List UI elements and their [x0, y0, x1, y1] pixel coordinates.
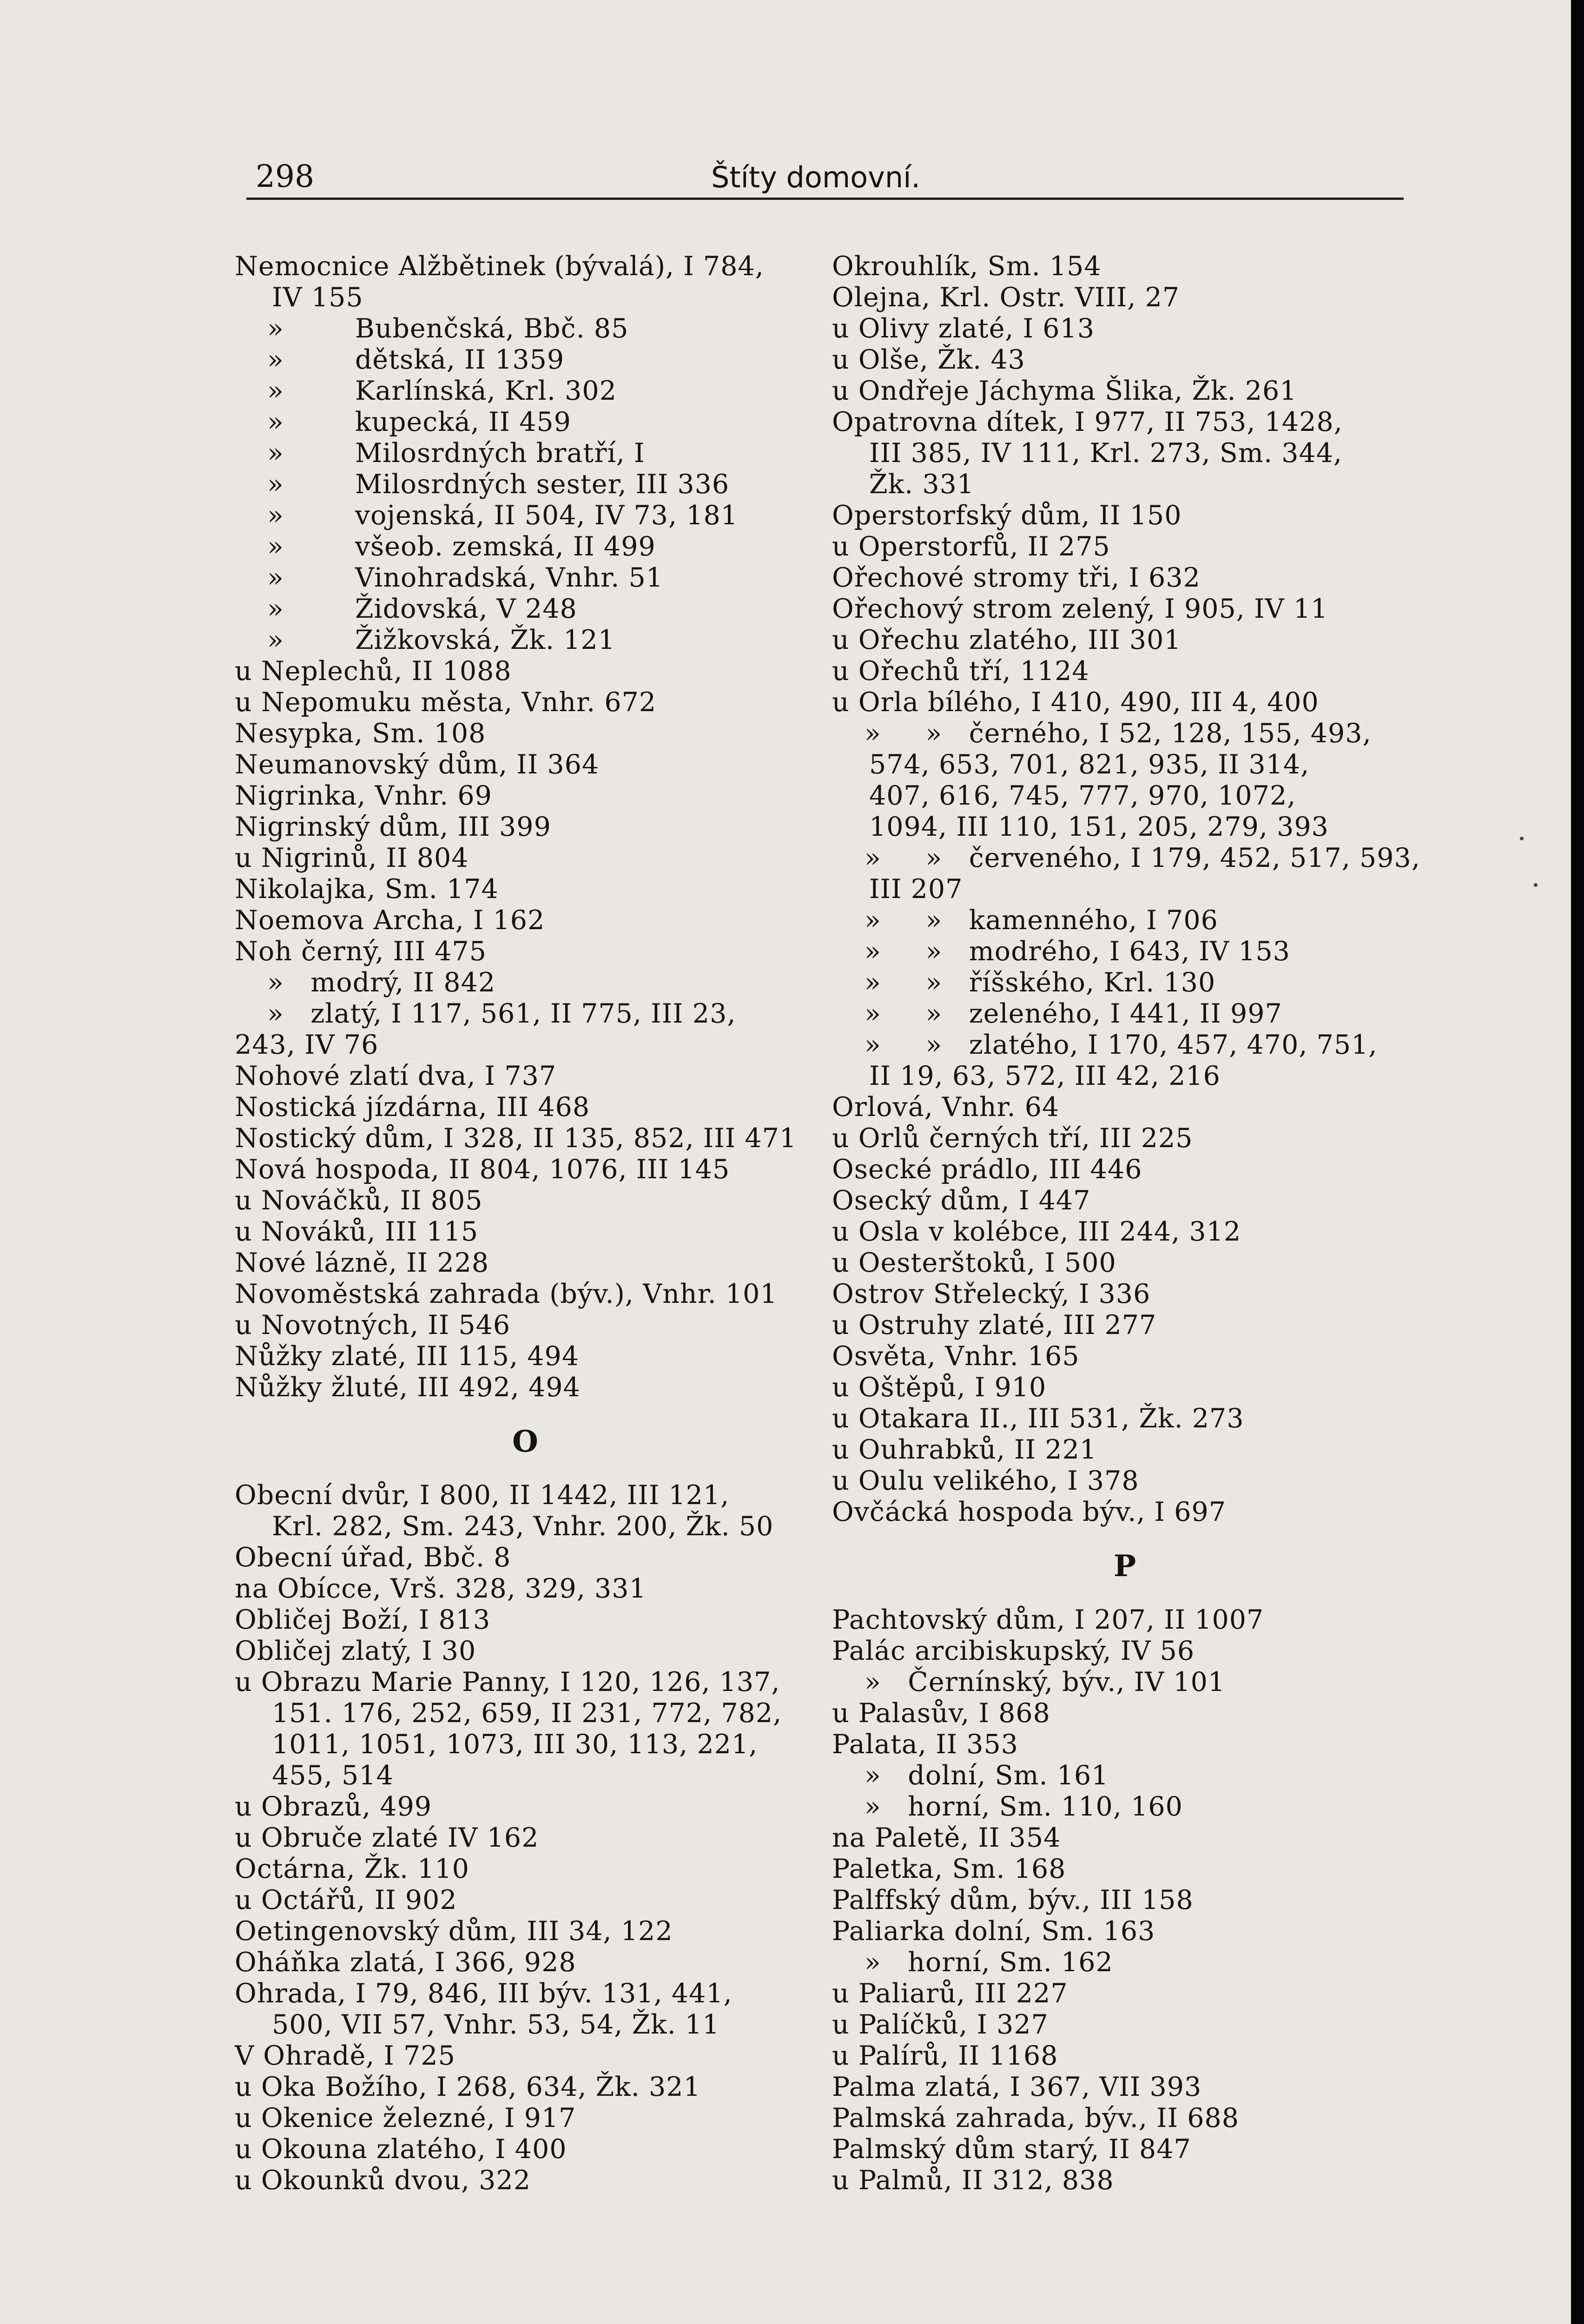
index-entry: u Okounků dvou, 322 [235, 2165, 531, 2196]
index-entry: u Ouhrabků, II 221 [832, 1434, 1097, 1465]
index-entry: u Nováků, III 115 [235, 1216, 479, 1247]
index-entry: » » říšského, Krl. 130 [865, 967, 1216, 998]
index-entry: u Operstorfů, II 275 [832, 531, 1110, 562]
index-entry: » Milosrdných bratří, I [267, 438, 645, 469]
index-entry: u Ořechů tří, 1124 [832, 656, 1089, 687]
index-entry: u Osla v kolébce, III 244, 312 [832, 1216, 1241, 1247]
index-entry: » » černého, I 52, 128, 155, 493, [865, 718, 1372, 749]
index-entry: u Nepomuku města, Vnhr. 672 [235, 687, 657, 718]
index-entry: Ořechové stromy tři, I 632 [832, 562, 1201, 593]
index-entry: Palma zlatá, I 367, VII 393 [832, 2072, 1202, 2102]
index-entry: » dětská, II 1359 [267, 344, 565, 375]
index-entry: u Obrazů, 499 [235, 1791, 432, 1822]
index-entry: Nůžky zlaté, III 115, 494 [235, 1341, 580, 1372]
index-entry: Nůžky žluté, III 492, 494 [235, 1372, 581, 1403]
index-entry: » Židovská, V 248 [267, 594, 577, 624]
print-speck [1534, 883, 1538, 887]
index-entry: u Octářů, II 902 [235, 1885, 457, 1915]
index-entry: Ostrov Střelecký, I 336 [832, 1279, 1151, 1309]
index-entry: » » modrého, I 643, IV 153 [865, 936, 1291, 967]
index-entry: » horní, Sm. 162 [865, 1947, 1113, 1978]
index-entry: » Karlínská, Krl. 302 [267, 376, 617, 406]
index-entry: Osecký dům, I 447 [832, 1185, 1091, 1216]
index-entry: Žk. 331 [869, 469, 975, 500]
running-title: Štíty domovní. [711, 160, 921, 194]
index-entry: na Obícce, Vrš. 328, 329, 331 [235, 1573, 647, 1604]
page-header [246, 146, 1404, 200]
index-entry: Olejna, Krl. Ostr. VIII, 27 [832, 282, 1180, 313]
index-entry: » zlatý, I 117, 561, II 775, III 23, [267, 998, 736, 1029]
index-entry: Novoměstská zahrada (býv.), Vnhr. 101 [235, 1279, 778, 1309]
index-entry: Paliarka dolní, Sm. 163 [832, 1916, 1155, 1947]
page-number: 298 [256, 158, 314, 194]
index-entry: » Žižkovská, Žk. 121 [267, 625, 615, 655]
index-entry: Noh černý, III 475 [235, 936, 487, 967]
index-entry: Obličej Boží, I 813 [235, 1604, 491, 1635]
index-entry: Operstorfský dům, II 150 [832, 500, 1182, 531]
index-entry: Octárna, Žk. 110 [235, 1854, 469, 1884]
index-entry: Pachtovský dům, I 207, II 1007 [832, 1604, 1264, 1635]
index-entry: Oetingenovský dům, III 34, 122 [235, 1916, 673, 1947]
index-entry: Palác arcibiskupský, IV 56 [832, 1636, 1195, 1666]
index-entry: » Vinohradská, Vnhr. 51 [267, 562, 664, 593]
section-letter-heading: O [512, 1424, 538, 1459]
index-entry: u Palírů, II 1168 [832, 2040, 1058, 2071]
index-entry: u Otakara II., III 531, Žk. 273 [832, 1403, 1244, 1434]
print-speck [1520, 837, 1524, 840]
scan-edge [1571, 0, 1584, 2324]
index-entry: » Milosrdných sester, III 336 [267, 469, 730, 500]
index-entry: u Oštěpů, I 910 [832, 1372, 1047, 1403]
index-entry: Paletka, Sm. 168 [832, 1854, 1066, 1884]
index-entry: » Bubenčská, Bbč. 85 [267, 313, 629, 344]
index-entry: » modrý, II 842 [267, 967, 496, 998]
index-entry: Neumanovský dům, II 364 [235, 749, 600, 780]
index-entry: Nesypka, Sm. 108 [235, 718, 486, 749]
index-entry: u Orlů černých tří, III 225 [832, 1123, 1193, 1154]
index-entry: 1011, 1051, 1073, III 30, 113, 221, [272, 1729, 758, 1760]
index-entry: Palata, II 353 [832, 1729, 1019, 1760]
index-entry: » » kamenného, I 706 [865, 905, 1218, 936]
index-entry: 407, 616, 745, 777, 970, 1072, [869, 780, 1296, 811]
index-entry: 500, VII 57, Vnhr. 53, 54, Žk. 11 [272, 2009, 720, 2040]
index-entry: II 19, 63, 572, III 42, 216 [869, 1061, 1221, 1091]
index-entry: u Oesterštoků, I 500 [832, 1248, 1116, 1278]
index-entry: » horní, Sm. 110, 160 [865, 1791, 1183, 1822]
index-entry: u Palasův, I 868 [832, 1698, 1050, 1729]
index-entry: Nigrinka, Vnhr. 69 [235, 780, 492, 811]
index-entry: u Olivy zlaté, I 613 [832, 313, 1095, 344]
index-entry: Okrouhlík, Sm. 154 [832, 251, 1102, 282]
left-column [235, 251, 816, 2196]
index-entry: Obličej zlatý, I 30 [235, 1636, 476, 1666]
index-entry: III 207 [869, 874, 963, 905]
index-entry: u Obruče zlaté IV 162 [235, 1822, 539, 1853]
index-entry: Nigrinský dům, III 399 [235, 812, 551, 842]
index-entry: » Černínský, býv., IV 101 [865, 1667, 1226, 1697]
index-entry: u Ondřeje Jáchyma Šlika, Žk. 261 [832, 376, 1297, 406]
index-entry: u Novotných, II 546 [235, 1310, 511, 1340]
index-entry: 455, 514 [272, 1760, 394, 1791]
index-entry: u Nováčků, II 805 [235, 1185, 483, 1216]
index-entry: u Palmů, II 312, 838 [832, 2165, 1114, 2196]
index-entry: u Ořechu zlatého, III 301 [832, 625, 1181, 655]
index-entry: » všeob. zemská, II 499 [267, 531, 656, 562]
index-entry: u Palíčků, I 327 [832, 2009, 1049, 2040]
index-entry: Nemocnice Alžbětinek (bývalá), I 784, [235, 251, 764, 282]
index-entry: » » červeného, I 179, 452, 517, 593, [865, 843, 1420, 873]
index-entry: » kupecká, II 459 [267, 407, 571, 437]
index-entry: Krl. 282, Sm. 243, Vnhr. 200, Žk. 50 [272, 1511, 774, 1542]
index-entry: u Orla bílého, I 410, 490, III 4, 400 [832, 687, 1319, 718]
index-entry: Obecní úřad, Bbč. 8 [235, 1542, 511, 1573]
index-entry: u Neplechů, II 1088 [235, 656, 512, 687]
index-entry: Nikolajka, Sm. 174 [235, 874, 499, 905]
index-entry: Ovčácká hospoda býv., I 697 [832, 1497, 1226, 1527]
index-entry: Noemova Archa, I 162 [235, 905, 545, 936]
index-entry: Opatrovna dítek, I 977, II 753, 1428, [832, 407, 1343, 437]
index-entry: Palffský dům, býv., III 158 [832, 1885, 1194, 1915]
index-entry: Osecké prádlo, III 446 [832, 1154, 1142, 1185]
index-entry: » dolní, Sm. 161 [865, 1760, 1109, 1791]
index-entry: 574, 653, 701, 821, 935, II 314, [869, 749, 1310, 780]
index-entry: Nová hospoda, II 804, 1076, III 145 [235, 1154, 730, 1185]
index-entry: Nové lázně, II 228 [235, 1248, 489, 1278]
index-entry: u Oulu velikého, I 378 [832, 1466, 1139, 1496]
index-entry: u Nigrinů, II 804 [235, 843, 469, 873]
index-entry: u Ostruhy zlaté, III 277 [832, 1310, 1157, 1340]
index-entry: Palmský dům starý, II 847 [832, 2134, 1191, 2165]
index-entry: Osvěta, Vnhr. 165 [832, 1341, 1080, 1372]
index-entry: 243, IV 76 [235, 1030, 379, 1060]
index-entry: Nostický dům, I 328, II 135, 852, III 471 [235, 1123, 797, 1154]
index-entry: u Oka Božího, I 268, 634, Žk. 321 [235, 2072, 701, 2102]
index-entry: Nohové zlatí dva, I 737 [235, 1061, 557, 1091]
index-entry: Obecní dvůr, I 800, II 1442, III 121, [235, 1480, 730, 1511]
index-entry: u Obrazu Marie Panny, I 120, 126, 137, [235, 1667, 780, 1697]
index-entry: Oháňka zlatá, I 366, 928 [235, 1947, 576, 1978]
index-entry: 1094, III 110, 151, 205, 279, 393 [869, 812, 1329, 842]
index-entry: » vojenská, II 504, IV 73, 181 [267, 500, 739, 531]
index-entry: Ohrada, I 79, 846, III býv. 131, 441, [235, 1978, 733, 2009]
index-entry: Nostická jízdárna, III 468 [235, 1092, 590, 1122]
index-entry: V Ohradě, I 725 [235, 2040, 455, 2071]
index-entry: 151. 176, 252, 659, II 231, 772, 782, [272, 1698, 782, 1729]
index-entry: u Okenice železné, I 917 [235, 2103, 576, 2133]
index-entry: na Paletě, II 354 [832, 1822, 1061, 1853]
index-entry: » » zlatého, I 170, 457, 470, 751, [865, 1030, 1378, 1060]
index-entry: IV 155 [272, 282, 363, 313]
index-entry: III 385, IV 111, Krl. 273, Sm. 344, [869, 438, 1343, 469]
index-entry: Palmská zahrada, býv., II 688 [832, 2103, 1240, 2133]
index-entry: Orlová, Vnhr. 64 [832, 1092, 1060, 1122]
index-entry: » » zeleného, I 441, II 997 [865, 998, 1282, 1029]
index-entry: u Okouna zlatého, I 400 [235, 2134, 567, 2165]
index-entry: Ořechový strom zelený, I 905, IV 11 [832, 594, 1328, 624]
section-letter-heading: P [1113, 1549, 1136, 1584]
index-entry: u Paliarů, III 227 [832, 1978, 1068, 2009]
index-entry: u Olše, Žk. 43 [832, 344, 1025, 375]
right-column [832, 251, 1418, 2196]
